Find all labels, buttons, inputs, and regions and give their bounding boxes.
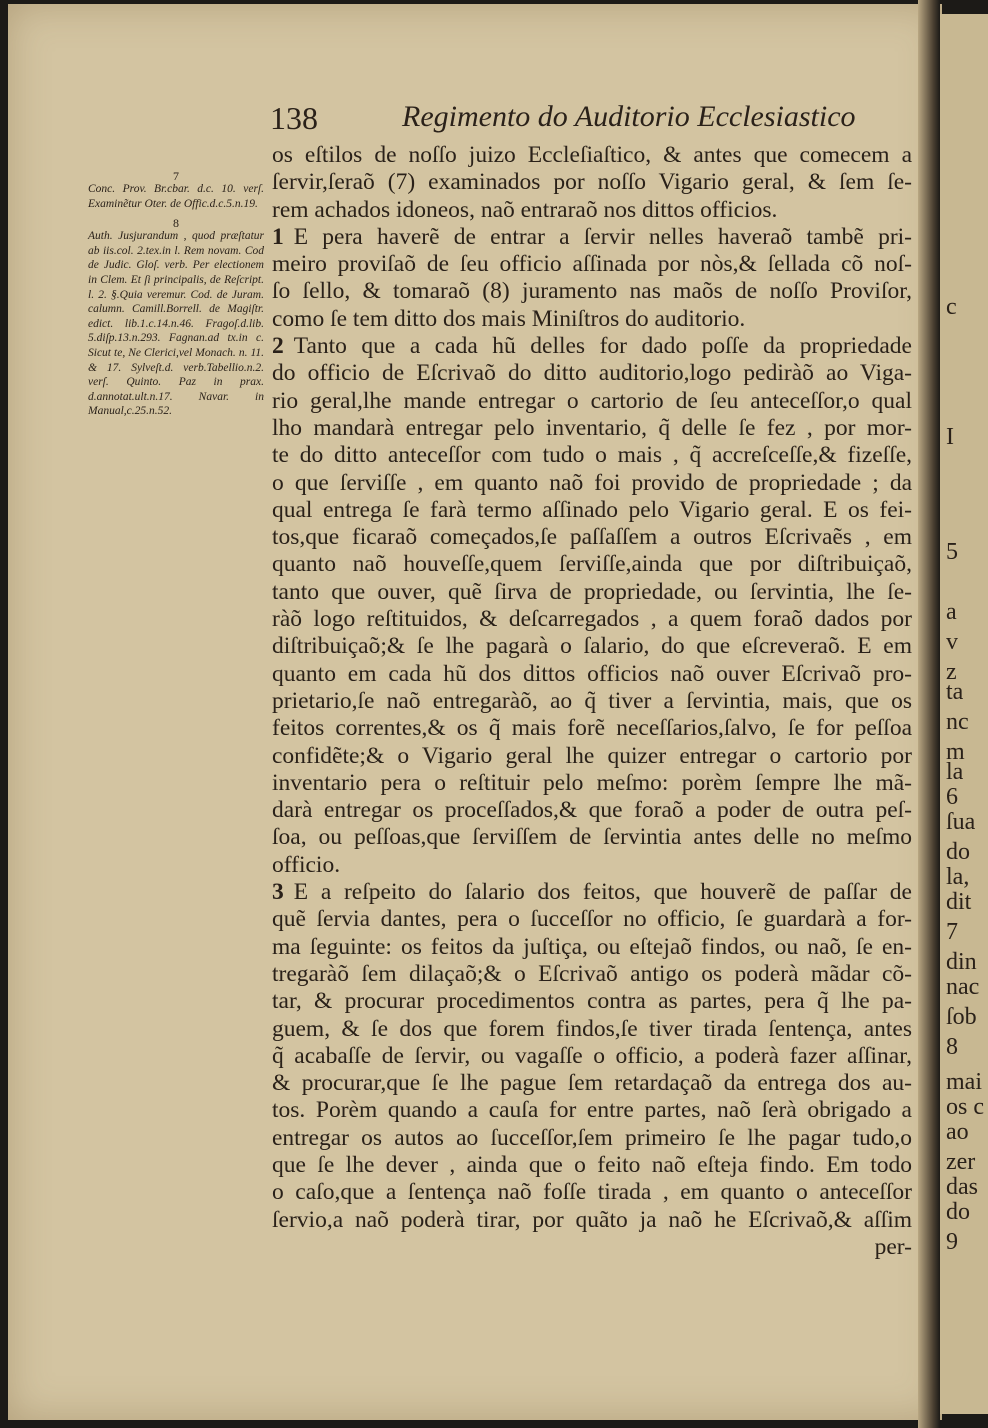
facing-page-fragment: do bbox=[946, 839, 970, 865]
text-line: o caſo,que a ſentença naõ foſſe tirada , em quanto o anteceſſor bbox=[272, 1179, 912, 1206]
facing-page-fragment: la bbox=[946, 759, 964, 785]
section-number: 3 bbox=[272, 879, 284, 906]
text-line: ſervir,ſeraõ (7) examinados por noſſo Vigario geral, & ſem ſe- bbox=[272, 169, 912, 196]
text-line: tar, & procurar procedimentos contra as partes, pera q̃ lhe pa- bbox=[272, 988, 912, 1015]
facing-page-fragment: m bbox=[946, 739, 965, 765]
facing-page-fragment: mai bbox=[946, 1069, 982, 1095]
text-line: tanto que ouver, quẽ ſirva de propriedade, ou ſervintia, lhe ſe- bbox=[272, 578, 912, 605]
text-line: ſo ſello, & tomaraõ (8) juramento nas maõs de noſſo Proviſor, bbox=[272, 278, 912, 305]
text-line: quanto naõ houveſſe,quem ſerviſſe,ainda que por diſtribuiçaõ, bbox=[272, 551, 912, 578]
text-line: qual entrega ſe farà termo aſſinado pelo Vigario geral. E os fei- bbox=[272, 496, 912, 523]
text-line: do officio de Eſcrivaõ do ditto auditorio,logo pediràõ ao Viga- bbox=[272, 360, 912, 387]
text-line: meiro proviſaõ de ſeu officio aſſinada por nòs,& ſellada cõ noſ- bbox=[272, 251, 912, 278]
text-line: tos. Porèm quando a cauſa for entre partes, naõ ſerà obrigado a bbox=[272, 1097, 912, 1124]
text-line: ſervio,a naõ poderà tirar, por quãto ja naõ he Eſcrivaõ,& aſſim bbox=[272, 1206, 912, 1233]
text-line: como ſe tem ditto dos mais Miniſtros do auditorio. bbox=[272, 305, 746, 332]
facing-page-fragment: os c bbox=[946, 1094, 984, 1120]
facing-page-fragment: ta bbox=[946, 679, 964, 705]
facing-page-fragment: v bbox=[946, 629, 958, 655]
text-line: 3 E a reſpeito do ſalario dos feitos, que houverẽ de paſſar de bbox=[272, 879, 912, 906]
text-line: q̃ acabaſſe de ſervir, ou vagaſſe o officio, a poderà fazer aſſinar, bbox=[272, 1042, 912, 1069]
marginal-note-number: 8 bbox=[173, 216, 179, 231]
marginal-note-text: Auth. Jusjurandum , quod præſtatur ab iis.col. 2.tex.in l. Rem novam. Cod de Judic. Gloſ. verb. Per electionem in Clem. Et ſi principalis, de Reſcript. l. 2. §.Quia veremur. Cod. de Juram. calumn. Camill.Borrell. de Magiſtr. edict. lib.1.c.14.n.46. Fragoſ.d.lib. 5.diſp.13.n.293. Fagnan.ad tx.in c. Sicut te, Ne Clerici,vel Monach. n. 11. & 17. Sylveſt.d. verb.Tabellio.n.2. verſ. Quinto. Paz in prax. d.annotat.ult.n.17. Navar. in Manual,c.25.n.52. bbox=[88, 230, 264, 418]
facing-page-fragment: ſua bbox=[946, 809, 976, 835]
text-line: diſtribuiçaõ;& ſe lhe pagarà o ſalario, do que eſcreveraõ. E em bbox=[272, 633, 912, 660]
facing-page-fragment: 7 bbox=[946, 919, 958, 945]
marginal-note-text: Conc. Prov. Br.cbar. d.c. 10. verſ. Examinẽtur Oter. de Offic.d.c.5.n.19. bbox=[88, 183, 264, 210]
text-line: tregaràõ ſem dilaçaõ;& o Eſcrivaõ antigo os poderà mãdar cõ- bbox=[272, 960, 912, 987]
book-spine bbox=[918, 0, 940, 1428]
text-line: quanto em cada hũ dos dittos officios naõ ouver Eſcrivaõ pro- bbox=[272, 660, 912, 687]
text-line: prietario,ſe naõ entregaràõ, ao q̃ tiver a ſervintia, mais, que os bbox=[272, 687, 912, 714]
text-line: guem, & ſe dos que forem findos,ſe tiver tirada ſentença, antes bbox=[272, 1015, 912, 1042]
facing-page-fragment: I bbox=[946, 424, 954, 450]
text-line: ràõ logo reſtituidos, & deſcarregados , a quem foraõ dados por bbox=[272, 606, 912, 633]
text-line: darà entregar os proceſſados,& que foraõ a poder de outra peſ- bbox=[272, 797, 912, 824]
text-line: confidẽte;& o Vigario geral lhe quizer entregar o cartorio por bbox=[272, 742, 912, 769]
text-line: 1 E pera haverẽ de entrar a ſervir nelles haveraõ tambẽ pri- bbox=[272, 223, 912, 250]
facing-page-fragment: ao bbox=[946, 1119, 969, 1145]
facing-page-fragment: das bbox=[946, 1174, 978, 1200]
text-line: 2 Tanto que a cada hũ delles for dado poſſe da propriedade bbox=[272, 333, 912, 360]
running-title: Regimento do Auditorio Ecclesiastico bbox=[402, 100, 856, 133]
text-line: & procurar,que ſe lhe pague ſem retardaçaõ da entrega dos au- bbox=[272, 1070, 912, 1097]
text-line: quẽ ſervia dantes, pera o ſucceſſor no officio, ſe guardarà a for- bbox=[272, 906, 912, 933]
text-line: ma ſeguinte: os feitos da juſtiça, ou eſtejaõ findos, ou naõ, ſe en- bbox=[272, 933, 912, 960]
facing-page-fragment: nac bbox=[946, 974, 980, 1000]
text-line: inventario pera o reſtituir pelo meſmo: porèm ſempre lhe mã- bbox=[272, 769, 912, 796]
text-line: que ſe lhe dever , ainda que o feito naõ eſteja findo. Em todo bbox=[272, 1151, 912, 1178]
text-line: te do ditto anteceſſor com tudo o mais , q̃ accreſceſſe,& fizeſſe, bbox=[272, 442, 912, 469]
text-line: o que ſerviſſe , em quanto naõ foi provido de propriedade ; da bbox=[272, 469, 912, 496]
marginal-note-number: 7 bbox=[173, 169, 179, 183]
facing-page-fragment: ſob bbox=[946, 1004, 977, 1030]
text-line: rio geral,lhe mande entregar o cartorio de ſeu anteceſſor,o qual bbox=[272, 387, 912, 414]
facing-page-fragment: nc bbox=[946, 709, 969, 735]
facing-page-fragment: 8 bbox=[946, 1034, 958, 1060]
facing-page-fragment: 6 bbox=[946, 784, 958, 810]
text-line: feitos correntes,& os q̃ mais forẽ neceſſarios,ſalvo, ſe for peſſoa bbox=[272, 715, 912, 742]
facing-page-fragment: zer bbox=[946, 1149, 976, 1175]
facing-page-fragment: la, bbox=[946, 864, 970, 890]
facing-page-fragment: z bbox=[946, 659, 957, 685]
body-text bbox=[272, 142, 912, 1261]
facing-page-fragment: 5 bbox=[946, 539, 958, 565]
facing-page-fragment: 9 bbox=[946, 1229, 958, 1255]
text-line: ſoa, ou peſſoas,que ſerviſſem de ſervintia antes delle no meſmo bbox=[272, 824, 912, 851]
text-line: per- bbox=[874, 1233, 912, 1260]
section-number: 1 bbox=[272, 223, 284, 250]
text-line: tos,que ficaraõ começados,ſe paſſaſſem a outros Eſcrivaẽs , em bbox=[272, 524, 912, 551]
text-line: os eſtilos de noſſo juizo Eccleſiaſtico, & antes que comecem a bbox=[272, 142, 912, 168]
text-line: officio. bbox=[272, 851, 341, 878]
marginal-notes bbox=[88, 170, 264, 419]
page-header bbox=[270, 100, 920, 144]
facing-page-fragment: din bbox=[946, 949, 977, 975]
text-line: lho mandarà entregar pelo inventario, q̃ delle ſe fez , por mor- bbox=[272, 414, 912, 441]
facing-page-edge bbox=[940, 14, 988, 1414]
page-number: 138 bbox=[270, 100, 318, 136]
facing-page-fragment: do bbox=[946, 1199, 970, 1225]
text-line: rem achados idoneos, naõ entraraõ nos dittos officios. bbox=[272, 196, 778, 223]
facing-page-fragment: a bbox=[946, 599, 957, 625]
facing-page-fragment: c bbox=[946, 294, 957, 320]
facing-page-fragment: dit bbox=[946, 889, 972, 915]
text-line: entregar os autos ao ſucceſſor,ſem primeiro ſe lhe pagar tudo,o bbox=[272, 1124, 912, 1151]
section-number: 2 bbox=[272, 333, 284, 360]
